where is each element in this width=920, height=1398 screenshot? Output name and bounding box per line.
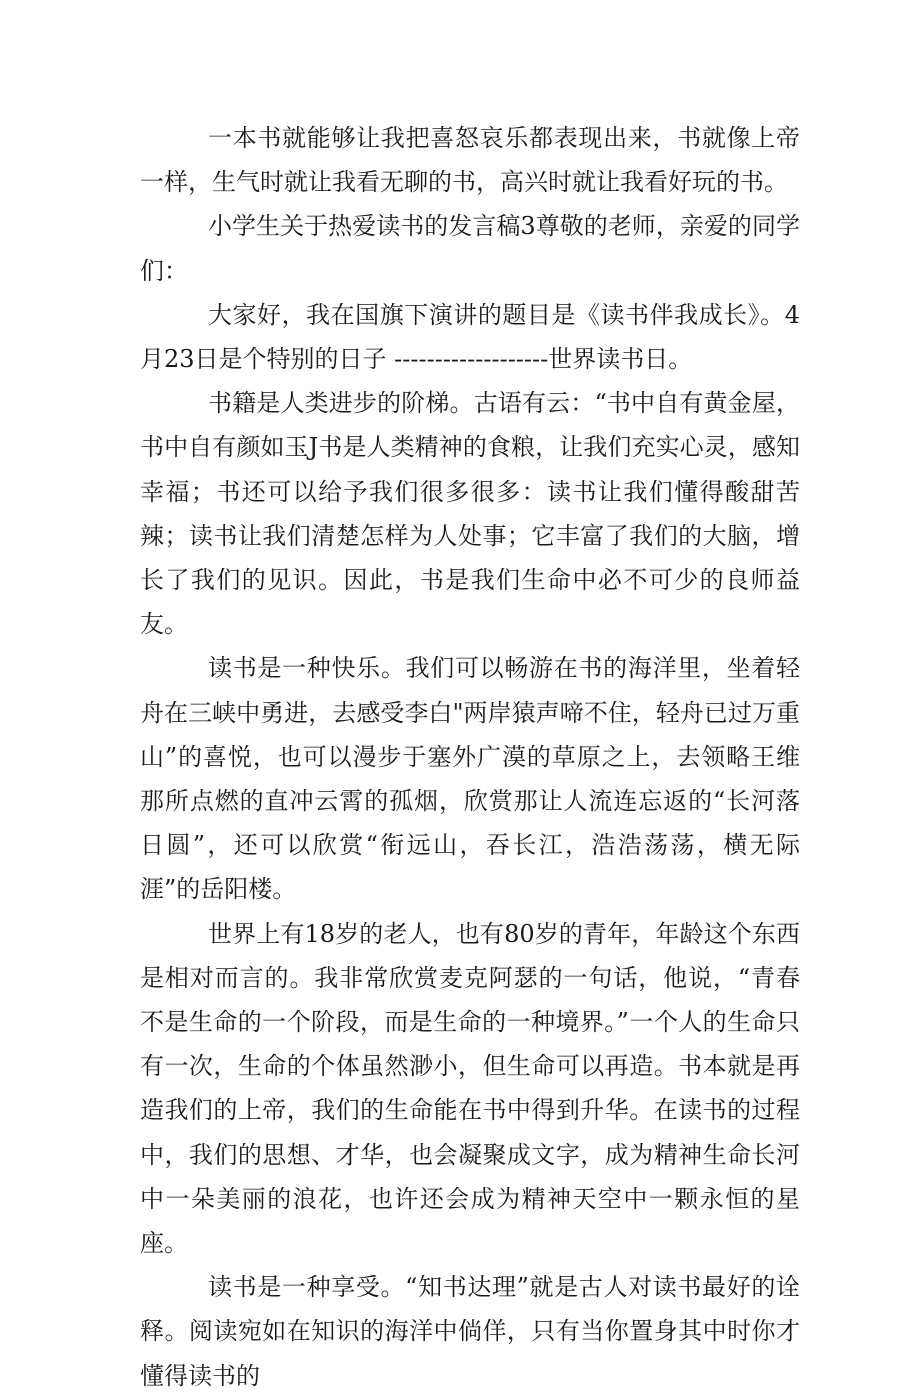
paragraph-world-book-day: 大家好，我在国旗下演讲的题目是《读书伴我成长》。4月23日是个特别的日子 -------------------世界读书日。 (140, 300, 800, 374)
paragraph-reading-joy: 读书是一种快乐。我们可以畅游在书的海洋里，坐着轻舟在三峡中勇进，去感受李白"两岸猿声啼不住，轻舟已过万重山”的喜悦，也可以漫步于塞外广漠的草原之上，去领略王维那所点燃的直冲云霄的孤烟，欣赏那让人流连忘返的“长河落日圆”，还可以欣赏“衔远山，吞长江，浩浩荡荡，横无际涯”的岳阳楼。 (140, 654, 800, 904)
paragraph-speech-title-greeting: 小学生关于热爱读书的发言稿3尊敬的老师，亲爱的同学们： (140, 212, 800, 285)
paragraph-reading-emotions: 一本书就能够让我把喜怒哀乐都表现出来，书就像上帝一样，生气时就让我看无聊的书，高兴时就让我看好玩的书。 (140, 124, 800, 197)
paragraph-youth-and-life: 世界上有18岁的老人，也有80岁的青年，年龄这个东西是相对而言的。我非常欣赏麦克阿瑟的一句话，他说，“青春不是生命的一个阶段，而是生命的一种境界。”一个人的生命只有一次，生命的个体虽然渺小，但生命可以再造。书本就是再造我们的上帝，我们的生命能在书中得到升华。在读书的过程中，我们的思想、才华，也会凝聚成文字，成为精神生命长河中一朵美丽的浪花，也许还会成为精神天空中一颗永恒的星座。 (140, 919, 800, 1258)
document-body (140, 116, 800, 1398)
paragraph-books-ladder: 书籍是人类进步的阶梯。古语有云：“书中自有黄金屋，书中自有颜如玉J书是人类精神的食粮，让我们充实心灵，感知幸福；书还可以给予我们很多很多：读书让我们懂得酸甜苦辣；读书让我们清楚怎样为人处事；它丰富了我们的大脑，增长了我们的见识。因此，书是我们生命中必不可少的良师益友。 (140, 389, 800, 639)
paragraph-reading-enjoyment: 读书是一种享受。“知书达理”就是古人对读书最好的诠释。阅读宛如在知识的海洋中倘佯，只有当你置身其中时你才懂得读书的 (140, 1273, 800, 1390)
